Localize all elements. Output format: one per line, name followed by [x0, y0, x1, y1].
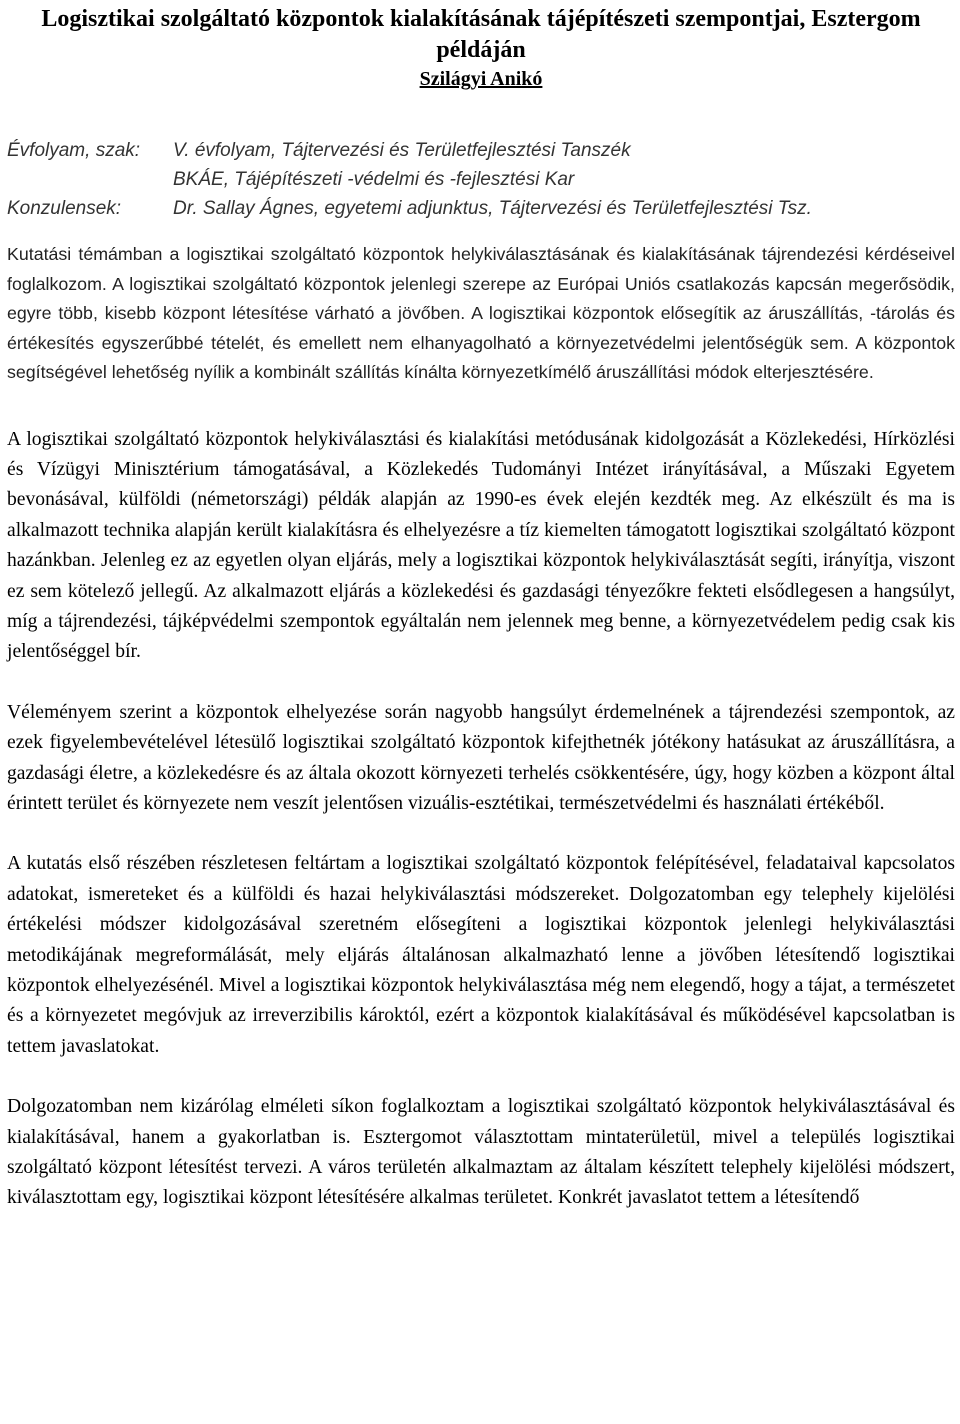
meta-row-course: [7, 136, 955, 194]
body-text: [7, 425, 955, 1214]
abstract-paragraph: Kutatási témámban a logisztikai szolgáltató központok helykiválasztásának és kialakításának tájrendezési kérdéseivel foglalkozom. A logisztikai szolgáltató központok jelenlegi szerepe az Európai Uniós csatlakozás kapcsán megerősödik, egyre több, kisebb központ létesítése várható a jövőben. A logisztikai központok elősegítik az áruszállítás, -tárolás és értékesítés egyszerűbbé tételét, és emellett nem elhanyagolható a környezetvédelmi jelentőségük sem. A központok segítségével lehetőség nyílik a kombinált szállítás kínálta környezetkímélő áruszállítási módok elterjesztésére.: [7, 244, 955, 382]
meta-row-advisor: [7, 194, 955, 223]
meta-value-line: Dr. Sallay Ágnes, egyetemi adjunktus, Tájtervezési és Területfejlesztési Tsz.: [173, 198, 812, 219]
meta-value-line: V. évfolyam, Tájtervezési és Területfejlesztési Tanszék: [173, 140, 631, 161]
document-title: Logisztikai szolgáltató központok kialakításának tájépítészeti szempontjai, Esztergom példáján: [41, 6, 921, 63]
meta-label: Konzulensek:: [7, 198, 122, 219]
body-paragraph: A logisztikai szolgáltató központok helykiválasztási és kialakítási metódusának kidolgozását a Közlekedési, Hírközlési és Vízügyi Minisztérium támogatásával, a Közlekedés Tudományi Intézet irányításával, a Műszaki Egyetem bevonásával, külföldi (németországi) példák alapján az 1990-es évek elején kezdték meg. Az elkészült és ma is alkalmazott technika alapján került kialakításra és elhelyezésre a tíz kiemelten támogatott logisztikai szolgáltató központ hazánkban. Jelenleg ez az egyetlen olyan eljárás, mely a logisztikai központok helykiválasztását segíti, irányítja, viszont ez sem kötelező jellegű. Az alkalmazott eljárás a közlekedési és gazdasági tényezőkre fekteti elsődlegesen a hangsúlyt, míg a tájrendezési, tájképvédelmi szempontok egyáltalán nem jelennek meg benne, a környezetvédelem pedig csak kis jelentőséggel bír.: [7, 428, 955, 663]
meta-value: [173, 136, 955, 194]
body-paragraph: Véleményem szerint a központok elhelyezése során nagyobb hangsúlyt érdemelnének a tájrendezési szempontok, az ezek figyelembevételével létesülő logisztikai szolgáltató központok kifejthetnék jótékony hatásukat az áruszállításra, a gazdasági életre, a közlekedésre és az általa okozott környezeti terhelés csökkentésére, úgy, hogy közben a központ által érintett terület és környezete nem veszít jelentősen vizuális-esztétikai, természetvédelmi és használati értékéből.: [7, 701, 955, 814]
document-meta: [7, 136, 955, 223]
document-author: Szilágyi Anikó: [419, 68, 543, 90]
abstract: [7, 240, 955, 388]
meta-label: Évfolyam, szak:: [7, 140, 141, 161]
body-paragraph: A kutatás első részében részletesen feltártam a logisztikai szolgáltató központok felépítésével, feladataival kapcsolatos adatokat, ismereteket és a külföldi és hazai helykiválasztási módszereket. Dolgozatomban egy telephely kijelölési értékelési módszer kidolgozásával szeretném elősegíteni a logisztikai központok jelenlegi helykiválasztási metodikájának megreformálását, mely eljárás általánosan alkalmazható lenne a jövőben létesítendő logisztikai központok elhelyezésénél. Mivel a logisztikai központok helykiválasztása még nem elegendő, hogy a tájat, a természetet és a környezetet megóvjuk az irreverzibilis károktól, ezért a központok kialakításával és működésével kapcsolatban is tettem javaslatokat.: [7, 853, 955, 1057]
meta-value-line: BKÁE, Tájépítészeti -védelmi és -fejlesztési Kar: [173, 169, 575, 190]
document-page: [7, 0, 955, 1214]
body-paragraph: Dolgozatomban nem kizárólag elméleti síkon foglalkoztam a logisztikai szolgáltató központok helykiválasztásával és kialakításával, hanem a gyakorlatban is. Esztergomot választottam mintaterületül, mivel a település logisztikai szolgáltató központ létesítést tervezi. A város területén alkalmaztam az általam készített telephely kijelölési módszert, kiválasztottam egy, logisztikai központ létesítésére alkalmas területet. Konkrét javaslatot tettem a létesítendő: [7, 1096, 955, 1209]
meta-value: [173, 194, 955, 223]
